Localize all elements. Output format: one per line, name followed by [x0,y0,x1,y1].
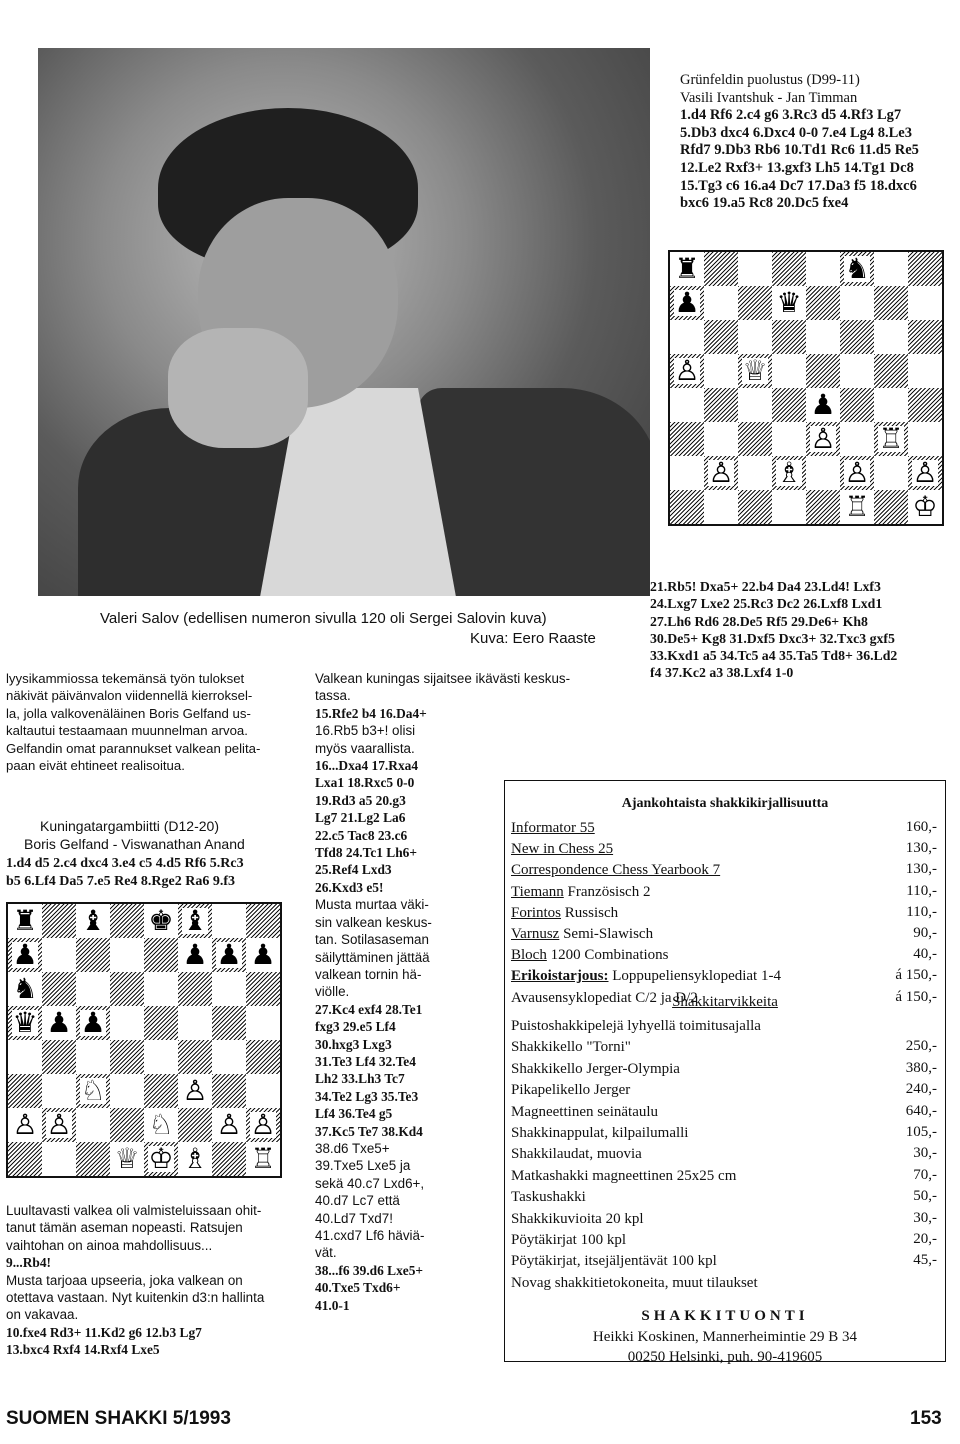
book-name: Bloch [511,947,547,964]
moves-line: 21.Rb5! Dxa5+ 22.b4 Da4 23.Ld4! Lxf3 [650,579,881,594]
board-square [874,252,908,286]
board-square [704,354,738,388]
board-square [246,972,280,1006]
white-pawn-icon: ♙ [708,456,734,489]
player-photo [38,48,650,596]
white-pawn-icon: ♙ [216,1108,242,1141]
book-desc: Semi-Slawisch [559,926,654,942]
item-name: Pöytäkirjat, itsejäljentävät 100 kpl [511,1253,717,1270]
analysis-line: Musta murtaa väki- [315,897,429,913]
white-bishop-icon: ♗ [182,1142,208,1175]
board-square [908,388,942,422]
book-price: 40,- [913,946,937,963]
black-king-icon: ♚ [148,904,174,937]
left-analysis [6,1202,311,1359]
book-row [511,904,618,922]
board-square [212,1074,246,1108]
analysis-line: tanut tämän aseman nopeasti. Ratsujen [6,1220,243,1236]
board-square [246,1074,280,1108]
moves-line: f4 37.Kc2 a3 38.Lxf4 1-0 [650,665,794,681]
text-line: näkivät päivänvalon viidennellä kierroksel- [6,688,253,704]
book-price: 130,- [905,861,937,878]
board-square [670,490,704,524]
analysis-line: 40.Txe5 Txd6+ [315,1280,401,1296]
board-square [42,972,76,1006]
board-square [704,252,738,286]
game-moves-line: 12.Le2 Rxf3+ 13.gxf3 Lh5 14.Tg1 Dc8 [680,159,914,176]
analysis-line: 41.0-1 [315,1297,350,1313]
board-square [670,422,704,456]
game-continuation [650,578,955,682]
board-square [246,1006,280,1040]
item-name: Taskushakki [511,1189,586,1206]
book-row [511,967,781,985]
board-square [110,972,144,1006]
board-square [908,354,942,388]
board-square [42,1074,76,1108]
book-name: Informator 55 [511,820,595,836]
analysis-line: viölle. [315,984,350,1000]
board-square [704,422,738,456]
white-queen-icon: ♕ [742,354,768,387]
black-pawn-icon: ♟ [80,1006,106,1039]
white-knight-icon: ♘ [80,1074,106,1107]
board-square [178,972,212,1006]
board-square [806,252,840,286]
analysis-line: säilyttäminen jättää [315,949,430,965]
board-square [246,904,280,938]
board-square [8,1142,42,1176]
item-price: 30,- [913,1209,937,1226]
board-square [246,1040,280,1074]
game-moves-line: 5.Db3 dxc4 6.Dxc4 0-0 7.e4 Lg4 8.Le3 [680,124,912,141]
item-name: Shakkilaudat, muovia [511,1146,642,1163]
item-name: Magneettinen seinätaulu [511,1103,659,1120]
item-name: Pikapelikello Jerger [511,1082,631,1099]
white-knight-icon: ♘ [148,1108,174,1141]
white-pawn-icon: ♙ [12,1108,38,1141]
board-square [212,972,246,1006]
item-row [511,1210,644,1228]
book-name: New in Chess 25 [511,841,614,858]
item-price: 45,- [913,1252,937,1269]
analysis-line: 27.Kc4 exf4 28.Te1 [315,1001,423,1017]
game-opening: Grünfeldin puolustus (D99-11) [680,72,860,88]
book-row [511,883,650,901]
analysis-line: 34.Te2 Lg3 35.Te3 [315,1088,419,1104]
analysis-line: tan. Sotilasaseman [315,932,429,948]
analysis-line: Lxa1 18.Rxc5 0-0 [315,775,415,791]
board-square [76,972,110,1006]
white-king-icon: ♔ [912,490,938,523]
book-price: 160,- [905,819,937,835]
analysis-line: 13.bxc4 Rxf4 14.Rxf4 Lxe5 [6,1342,160,1358]
board-square [212,1142,246,1176]
item-row [511,1081,630,1099]
book-price: 110,- [906,903,937,920]
black-pawn-icon: ♟ [182,938,208,971]
item-row [511,1060,680,1078]
analysis-line: 26.Kxd3 e5! [315,879,384,895]
book-desc: Französisch 2 [563,883,651,900]
analysis-line: 38...f6 39.d6 Lxe5+ [315,1262,424,1278]
board-square [874,490,908,524]
text-line: la, jolla valkovenäläinen Boris Gelfand us- [6,705,251,721]
analysis-line: 16...Dxa4 17.Rxa4 [315,758,419,774]
analysis-line: 30.hxg3 Lxg3 [315,1036,392,1052]
board-square [874,388,908,422]
item-row [511,1038,631,1056]
game2-moves: 1.d4 d5 2.c4 dxc4 3.e4 c5 4.d5 Rf6 5.Rc3 [6,856,244,871]
book-row [511,925,653,943]
shop-postal: 00250 Helsinki, puh. 90-419605 [627,1349,823,1365]
board-square [670,388,704,422]
book-name: Erikoistarjous: [511,968,609,985]
board-square [110,904,144,938]
book-price: 130,- [905,840,937,857]
board-square [42,1040,76,1074]
item-row [511,1017,761,1035]
photo-credit: Kuva: Eero Raaste [470,630,596,647]
item-price: 20,- [913,1231,937,1247]
board-square [76,938,110,972]
analysis-line: 25.Ref4 Lxd3 [315,862,392,878]
board-square [772,354,806,388]
board-square [704,320,738,354]
item-row [511,1231,626,1249]
board-square [670,456,704,490]
board-square [144,1006,178,1040]
chess-diagram-bottom [6,902,282,1178]
black-pawn-icon: ♟ [250,938,276,971]
board-square [144,1074,178,1108]
moves-line: 33.Kxd1 a5 34.Tc5 a4 35.Ta5 Td8+ 36.Ld2 [650,648,898,664]
analysis-line: 37.Kc5 Te7 38.Kd4 [315,1123,423,1139]
board-square [908,286,942,320]
black-queen-icon: ♛ [12,1006,38,1039]
book-desc: 1200 Combinations [546,947,669,964]
game2-moves: b5 6.Lf4 Da5 7.e5 Re4 8.Rge2 Ra6 9.f3 [6,874,236,889]
board-square [772,320,806,354]
black-pawn-icon: ♟ [46,1006,72,1039]
board-square [738,286,772,320]
black-pawn-icon: ♟ [216,938,242,971]
top-game-block [680,72,950,213]
game-moves-line: 1.d4 Rf6 2.c4 g6 3.Rc3 d5 4.Rf3 Lg7 [680,107,902,124]
chess-diagram-top [668,250,944,526]
black-rook-icon: ♜ [674,252,700,285]
item-name: Shakkinappulat, kilpailumalli [511,1125,689,1141]
black-bishop-icon: ♝ [80,904,106,937]
board-square [670,320,704,354]
board-square [840,354,874,388]
item-price: 640,- [905,1102,937,1119]
board-square [738,422,772,456]
book-name: Tiemann [511,883,564,900]
black-pawn-icon: ♟ [674,286,700,319]
analysis-line: 40.Ld7 Txd7! [315,1210,393,1226]
analysis-line: 9...Rb4! [6,1255,52,1271]
board-square [212,904,246,938]
board-square [738,320,772,354]
board-square [738,490,772,524]
board-square [806,286,840,320]
ad-subtitle: Shakkitarvikkeita [672,994,778,1010]
book-row [511,840,613,858]
board-square [806,320,840,354]
item-row [511,1145,642,1163]
book-row [511,946,669,964]
board-square [840,388,874,422]
item-row [511,1167,736,1185]
analysis-line: Lf4 36.Te4 g5 [315,1106,393,1122]
analysis-line: 39.Txe5 Lxe5 ja [315,1158,411,1174]
item-price: 50,- [913,1188,937,1205]
item-price: 30,- [913,1145,937,1162]
white-rook-icon: ♖ [878,422,904,455]
analysis-line: 19.Rd3 a5 20.g3 [315,792,406,808]
analysis-line: 38.d6 Txe5+ [315,1140,390,1156]
board-square [772,388,806,422]
white-rook-icon: ♖ [250,1142,276,1175]
board-square [144,938,178,972]
text-line: Gelfandin omat parannukset valkean pelita- [6,740,261,756]
book-desc: Avausensyklopediat C/2 ja D/2 [511,989,698,1006]
white-pawn-icon: ♙ [250,1108,276,1141]
white-pawn-icon: ♙ [674,354,700,387]
book-desc: Loppupeliensyklopediat 1-4 [608,968,781,985]
shop-name: SHAKKITUONTI [641,1308,809,1324]
board-square [874,354,908,388]
book-row [511,819,595,837]
item-row [511,1274,758,1292]
book-row [511,861,720,879]
white-pawn-icon: ♙ [912,456,938,489]
board-square [110,1040,144,1074]
analysis-line: 10.fxe4 Rd3+ 11.Kd2 g6 12.b3 Lg7 [6,1324,202,1340]
game-moves-line: 15.Tg3 c6 16.a4 Dc7 17.Da3 f5 18.dxc6 [680,177,917,194]
board-square [738,388,772,422]
analysis-line: 16.Rb5 b3+! olisi [315,723,416,739]
game2-opening: Kuningatargambiitti (D12-20) [40,818,219,834]
board-square [110,1108,144,1142]
item-row [511,1188,586,1206]
board-square [874,320,908,354]
moves-line: 24.Lxg7 Lxe2 25.Rc3 Dc2 26.Lxf8 Lxd1 [650,596,883,612]
board-square [178,1040,212,1074]
black-knight-icon: ♞ [12,972,38,1005]
advertisement-box [504,780,946,1365]
white-king-icon: ♔ [148,1142,174,1175]
analysis-line: 41.cxd7 Lf6 häviä- [315,1228,425,1243]
book-price: 110,- [906,882,937,899]
item-price: 380,- [905,1059,937,1076]
item-row [511,1252,717,1270]
white-queen-icon: ♕ [114,1142,140,1175]
book-price: á 150,- [895,967,937,984]
game2-players: Boris Gelfand - Viswanathan Anand [24,836,245,852]
board-square [212,1006,246,1040]
board-square [908,252,942,286]
board-square [840,422,874,456]
black-queen-icon: ♛ [776,286,802,319]
book-name: Correspondence Chess Yearbook 7 [511,862,721,879]
board-square [908,320,942,354]
left-intro [6,670,306,774]
analysis-line: vaihtohan on ainoa mahdollisuus... [6,1237,213,1253]
game-players: Vasili Ivantshuk - Jan Timman [680,89,858,106]
item-name: Shakkikello "Torni" [511,1039,631,1056]
analysis-line: on vakavaa. [6,1307,79,1323]
analysis-line: 40.d7 Lc7 että [315,1193,400,1209]
analysis-line: vät. [315,1245,337,1261]
board-square [8,1074,42,1108]
book-price: 90,- [913,925,937,941]
white-bishop-icon: ♗ [776,456,802,489]
item-price: 70,- [913,1166,937,1183]
board-square [806,456,840,490]
board-square [738,456,772,490]
item-name: Shakkikuvioita 20 kpl [511,1210,644,1227]
board-square [704,286,738,320]
board-square [110,1074,144,1108]
item-price: 240,- [905,1081,937,1098]
board-square [144,1040,178,1074]
analysis-line: Valkean kuningas sijaitsee ikävästi keskus- [315,671,571,686]
black-bishop-icon: ♝ [182,904,208,937]
book-name: Varnusz [511,926,560,942]
board-square [42,938,76,972]
board-square [76,1108,110,1142]
white-rook-icon: ♖ [844,490,870,523]
board-square [874,456,908,490]
white-pawn-icon: ♙ [182,1074,208,1107]
analysis-line: 22.c5 Tac8 23.c6 [315,827,408,843]
item-name: Pöytäkirjat 100 kpl [511,1232,626,1248]
board-square [178,1006,212,1040]
game-moves-line: Rfd7 9.Db3 Rb6 10.Td1 Rc6 11.d5 Re5 [680,142,919,159]
item-name: Novag shakkitietokoneita, muut tilaukset [511,1274,758,1291]
analysis-line: tassa. [315,688,351,704]
analysis-line: valkean tornin hä- [315,966,422,982]
analysis-line: Tfd8 24.Tc1 Lh6+ [315,845,418,861]
item-price: 250,- [905,1038,937,1055]
analysis-line: sin valkean keskus- [315,914,432,930]
item-name: Matkashakki magneettinen 25x25 cm [511,1167,737,1184]
black-pawn-icon: ♟ [810,388,836,421]
analysis-line: Luultavasti valkea oli valmisteluissaan ohit- [6,1203,262,1218]
page-number: 153 [910,1408,942,1429]
board-square [738,252,772,286]
board-square [76,1040,110,1074]
analysis-line: 31.Te3 Lf4 32.Te4 [315,1053,416,1069]
white-pawn-icon: ♙ [810,422,836,455]
board-square [704,490,738,524]
book-desc: Russisch [561,904,619,921]
analysis-line: fxg3 29.e5 Lf4 [315,1019,396,1035]
board-square [42,904,76,938]
analysis-line: Lg7 21.Lg2 La6 [315,810,406,826]
board-square [8,1040,42,1074]
board-square [840,320,874,354]
shop-address: Heikki Koskinen, Mannerheimintie 29 B 34 [592,1329,858,1345]
text-line: paan eivät ehtineet realisoitua. [6,758,185,774]
white-pawn-icon: ♙ [844,456,870,489]
analysis-line: 15.Rfe2 b4 16.Da4+ [315,705,427,721]
item-price: 105,- [905,1124,937,1140]
item-row [511,1103,658,1121]
board-square [908,422,942,456]
board-square [212,1040,246,1074]
board-square [704,388,738,422]
white-pawn-icon: ♙ [46,1108,72,1141]
analysis-line: Musta tarjoaa upseeria, joka valkean on [6,1272,243,1288]
game-moves-line: bxc6 19.a5 Rc8 20.Dc5 fxe4 [680,195,849,212]
book-price: á 150,- [895,988,937,1005]
board-square [76,1142,110,1176]
item-name: Shakkikello Jerger-Olympia [511,1060,680,1077]
book-name: Forintos [511,904,562,921]
item-name: Puistoshakkipelejä lyhyellä toimitusajalla [511,1018,761,1034]
board-square [772,422,806,456]
black-knight-icon: ♞ [844,252,870,285]
board-square [110,938,144,972]
board-square [806,490,840,524]
magazine-title: SUOMEN SHAKKI 5/1993 [6,1408,231,1429]
board-square [42,1142,76,1176]
black-pawn-icon: ♟ [12,938,38,971]
moves-line: 27.Lh6 Rd6 28.De5 Rf5 29.De6+ Kh8 [650,613,868,629]
moves-line: 30.De5+ Kg8 31.Dxf5 Dxc3+ 32.Txc3 gxf5 [650,630,895,646]
black-rook-icon: ♜ [12,904,38,937]
board-square [840,286,874,320]
item-row [511,1124,688,1142]
text-line: lyysikammiossa tekemänsä työn tulokset [6,671,245,686]
analysis-line: Lh2 33.Lh3 Tc7 [315,1071,405,1087]
board-square [874,286,908,320]
board-square [772,252,806,286]
board-square [806,354,840,388]
board-square [178,1108,212,1142]
text-line: kaltautui testaamaan muunnelman arvoa. [6,723,248,739]
analysis-line: myös vaarallista. [315,740,415,756]
ad-title: Ajankohtaista shakkikirjallisuutta [621,796,829,811]
board-square [772,490,806,524]
photo-caption: Valeri Salov (edellisen numeron sivulla 120 oli Sergei Salovin kuva) [100,610,547,627]
board-square [110,1006,144,1040]
board-square [144,972,178,1006]
analysis-line: otettava vastaan. Nyt kuitenkin d3:n hallinta [6,1290,265,1306]
analysis-line: sekä 40.c7 Lxd6+, [315,1175,425,1191]
